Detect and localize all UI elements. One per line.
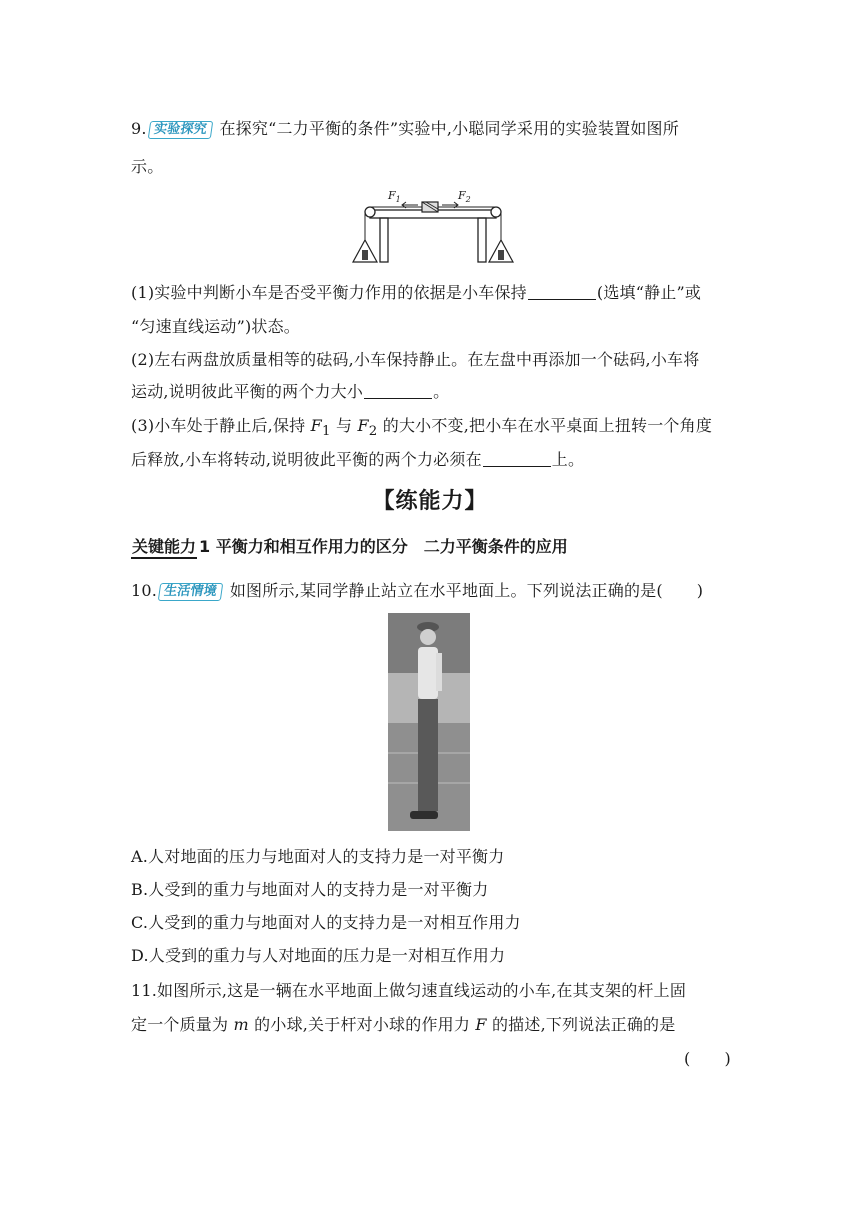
q10-number: 10. [131, 581, 158, 600]
q11-answer-paren [684, 1048, 731, 1070]
q11-paren-open: ( [684, 1049, 691, 1068]
f2-sub: 2 [368, 424, 378, 440]
q9-part3-text-d: 上。 [551, 450, 585, 469]
q10-stem: 如图所示,某同学静止站立在水平地面上。下列说法正确的是( [229, 581, 663, 600]
q9-part1-line1 [131, 282, 701, 304]
f2-label: F [458, 189, 466, 202]
q10-option-c: C.人受到的重力与地面对人的支持力是一对相互作用力 [131, 913, 521, 932]
q9-part3-and: 与 [335, 416, 353, 435]
svg-text:F2 [457, 189, 471, 204]
q9-part3-line1 [131, 415, 712, 443]
student-figure [388, 613, 470, 831]
q9-part3-text-c: 后释放,小车将转动,说明彼此平衡的两个力必须在 [131, 450, 482, 469]
q10-option-b: B.人受到的重力与地面对人的支持力是一对平衡力 [131, 880, 489, 899]
q11-paren-close: ) [724, 1049, 731, 1068]
balance-apparatus-diagram [350, 188, 514, 268]
q9-part2-text-a: 运动,说明彼此平衡的两个力大小 [131, 382, 364, 401]
q9-line1 [131, 118, 679, 140]
q9-number: 9. [131, 119, 147, 138]
q9-part1-text-a: (1)实验中判断小车是否受平衡力作用的依据是小车保持 [131, 283, 527, 302]
mass-symbol: m [233, 1015, 249, 1034]
q10-tag-badge: 生活情境 [158, 583, 223, 601]
subhead [131, 534, 568, 559]
student-standing-photo [388, 613, 470, 831]
q11-line2 [131, 1014, 675, 1036]
q9-part2-line1: (2)左右两盘放质量相等的砝码,小车保持静止。在左盘中再添加一个砝码,小车将 [131, 350, 700, 369]
f1-sub: 1 [321, 424, 331, 440]
svg-text:F1 [387, 189, 401, 204]
q11-text-c: 的描述,下列说法正确的是 [491, 1015, 676, 1034]
q9-part3-text-b: 的大小不变,把小车在水平桌面上扭转一个角度 [382, 416, 713, 435]
f1-subscript: 1 [395, 195, 401, 204]
force-symbol: F [475, 1015, 487, 1034]
q9-tag-badge: 实验探究 [147, 121, 212, 139]
subhead-text: 1 平衡力和相互作用力的区分 二力平衡条件的应用 [199, 537, 568, 556]
q9-part1-blank [528, 283, 596, 300]
q9-part2-blank [364, 382, 432, 399]
q10-paren-close: ) [696, 581, 704, 600]
q10-line [131, 580, 703, 602]
q9-part3-text-a: (3)小车处于静止后,保持 [131, 416, 306, 435]
f1-label: F [388, 189, 396, 202]
q10-option-d: D.人受到的重力与人对地面的压力是一对相互作用力 [131, 946, 506, 965]
q9-part3-line2 [131, 449, 584, 471]
q9-part3-blank [483, 450, 551, 467]
f2-subscript: 2 [465, 195, 471, 204]
q11-line1: 11.如图所示,这是一辆在水平地面上做匀速直线运动的小车,在其支架的杆上固 [131, 981, 687, 1000]
q9-part1-line2: “匀速直线运动”)状态。 [131, 317, 301, 336]
q11-text-b: 的小球,关于杆对小球的作用力 [254, 1015, 471, 1034]
f2-symbol: F [357, 416, 369, 435]
f1-symbol: F [310, 416, 322, 435]
q9-part1-text-b: (选填“静止”或 [596, 283, 702, 302]
q9-line2: 示。 [131, 157, 164, 176]
q10-option-a: A.人对地面的压力与地面对人的支持力是一对平衡力 [131, 847, 505, 866]
section-title: 【练能力】 [372, 489, 488, 514]
q9-part2-line2 [131, 381, 449, 403]
q11-text-a: 定一个质量为 [131, 1015, 229, 1034]
q9-stem: 在探究“二力平衡的条件”实验中,小聪同学采用的实验装置如图所 [219, 119, 679, 138]
key-ability-label: 关键能力 [131, 534, 197, 559]
q9-part2-text-b: 。 [433, 382, 450, 401]
